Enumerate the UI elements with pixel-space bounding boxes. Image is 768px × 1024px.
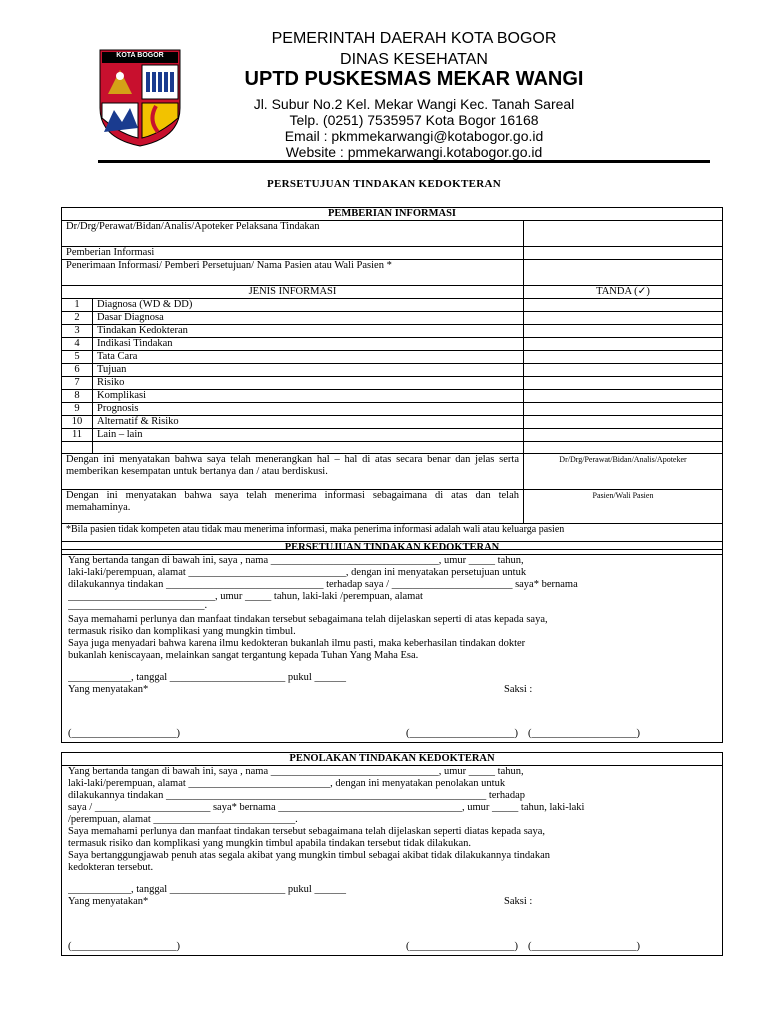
consent-line: laki-laki/perempuan, alamat ______________________________, dengan ini menyatakan persetujuan untuk — [68, 567, 527, 578]
info-heading: PEMBERIAN INFORMASI — [62, 208, 723, 221]
check-cell[interactable] — [524, 299, 723, 312]
refusal-line: dilakukannya tindakan _____________________________________________________________ terhadap — [68, 790, 525, 801]
consent-signature-witness-2[interactable]: (____________________) — [528, 728, 640, 739]
refusal-signature-patient[interactable]: (____________________) — [68, 941, 180, 952]
check-cell[interactable] — [524, 429, 723, 442]
kota-bogor-crest-icon — [98, 48, 182, 148]
refusal-line: /perempuan, alamat ___________________________. — [68, 814, 298, 825]
consent-line: Saya memahami perlunya dan manfaat tindakan tersebut sebagaimana telah dijelaskan seperti di atas kepada saya, — [68, 614, 548, 625]
table-row: 4 Indikasi Tindakan — [62, 338, 723, 351]
consent-line: Yang bertanda tangan di bawah ini, saya , nama ________________________________, umur _____ tahun, — [68, 555, 524, 566]
check-cell[interactable] — [524, 364, 723, 377]
informer-field[interactable] — [524, 247, 723, 260]
phone: Telp. (0251) 7535957 Kota Bogor 16168 — [289, 112, 539, 128]
clinic-name: UPTD PUSKESMAS MEKAR WANGI — [244, 68, 584, 90]
recipient-field[interactable] — [524, 260, 723, 286]
check-cell[interactable] — [524, 351, 723, 364]
column-jenis-informasi: JENIS INFORMASI — [62, 286, 524, 299]
refusal-line: termasuk risiko dan komplikasi yang mungkin timbul apabila tindakan tersebut tidak dilakukan. — [68, 838, 472, 849]
document-title: PERSETUJUAN TINDAKAN KEDOKTERAN — [266, 178, 501, 190]
consent-signature-patient[interactable]: (____________________) — [68, 728, 180, 739]
table-row: 6 Tujuan — [62, 364, 723, 377]
check-cell[interactable] — [524, 416, 723, 429]
table-row: 5 Tata Cara — [62, 351, 723, 364]
table-row: 11 Lain – lain — [62, 429, 723, 442]
refusal-line: Yang bertanda tangan di bawah ini, saya , nama ________________________________, umur _____ tahun, — [68, 766, 524, 777]
consent-heading: PERSETUJUAN TINDAKAN KEDOKTERAN — [62, 542, 722, 555]
consent-date-line[interactable]: ____________, tanggal ______________________ pukul ______ — [68, 672, 346, 683]
table-row: 3 Tindakan Kedokteran — [62, 325, 723, 338]
table-row: 9 Prognosis — [62, 403, 723, 416]
refusal-signer-label: Yang menyatakan* — [68, 896, 149, 907]
table-row: 10 Alternatif & Risiko — [62, 416, 723, 429]
government-name: PEMERINTAH DAERAH KOTA BOGOR — [271, 30, 557, 47]
refusal-signature-witness-2[interactable]: (____________________) — [528, 941, 640, 952]
signature-recipient[interactable]: Pasien/Wali Pasien — [524, 490, 723, 524]
check-cell[interactable] — [524, 390, 723, 403]
refusal-line: kedokteran tersebut. — [68, 862, 154, 873]
table-row-empty — [62, 442, 723, 454]
consent-line: Saya juga menyadari bahwa karena ilmu kedokteran bukanlah ilmu pasti, maka keberhasilan tindakan dokter — [68, 638, 526, 649]
refusal-heading: PENOLAKAN TINDAKAN KEDOKTERAN — [62, 753, 722, 766]
consent-line: termasuk risiko dan komplikasi yang mungkin timbul. — [68, 626, 296, 637]
table-row: 8 Komplikasi — [62, 390, 723, 403]
table-row: 1 Diagnosa (WD & DD) — [62, 299, 723, 312]
email: Email : pkmmekarwangi@kotabogor.go.id — [284, 128, 544, 144]
refusal-line: laki-laki/perempuan, alamat ___________________________, dengan ini menyatakan penolakan untuk — [68, 778, 506, 789]
statement-informer: Dengan ini menyatakan bahwa saya telah menerangkan hal – hal di atas secara benar dan jelas serta memberikan kesempatan untuk bertanya dan / atau berdiskusi. — [62, 454, 524, 490]
refusal-line: Saya memahami perlunya dan manfaat tindakan tersebut sebagaimana telah dijelaskan seperti diatas kepada saya, — [68, 826, 545, 837]
logo-label: KOTA BOGOR — [116, 52, 164, 59]
consent-signer-label: Yang menyatakan* — [68, 684, 149, 695]
table-row: 7 Risiko — [62, 377, 723, 390]
letterhead — [0, 0, 768, 170]
refusal-date-line[interactable]: ____________, tanggal ______________________ pukul ______ — [68, 884, 346, 895]
refusal-witness-label: Saksi : — [504, 896, 533, 907]
check-cell[interactable] — [524, 325, 723, 338]
address: Jl. Subur No.2 Kel. Mekar Wangi Kec. Tanah Sareal — [253, 96, 575, 112]
refusal-section — [61, 752, 723, 956]
refusal-line: Saya bertanggungjawab penuh atas segala akibat yang mungkin timbul sebagai akibat tidak dilakukannya tindakan — [68, 850, 550, 861]
website: Website : pmmekarwangi.kotabogor.go.id — [285, 144, 543, 160]
refusal-signature-witness-1[interactable]: (____________________) — [406, 941, 518, 952]
executor-field[interactable] — [524, 221, 723, 247]
signature-informer[interactable]: Dr/Drg/Perawat/Bidan/Analis/Apoteker — [524, 454, 723, 490]
check-cell[interactable] — [524, 377, 723, 390]
consent-line: bukanlah keniscayaan, melainkan sangat tergantung kepada Tuhan Yang Maha Esa. — [68, 650, 419, 661]
footnote: *Bila pasien tidak kompeten atau tidak mau menerima informasi, maka penerima informasi adalah wali atau keluarga pasien — [62, 524, 723, 550]
consent-witness-label: Saksi : — [504, 684, 533, 695]
table-row: 2 Dasar Diagnosa — [62, 312, 723, 325]
consent-signature-witness-1[interactable]: (____________________) — [406, 728, 518, 739]
header-divider — [98, 160, 710, 163]
consent-line: ____________________________, umur _____ tahun, laki-laki /perempuan, alamat — [68, 591, 423, 602]
recipient-label: Penerimaan Informasi/ Pemberi Persetujuan/ Nama Pasien atau Wali Pasien * — [62, 260, 524, 286]
consent-section — [61, 541, 723, 743]
check-cell[interactable] — [524, 338, 723, 351]
info-items — [62, 299, 723, 454]
refusal-line: saya / ______________________ saya* bernama ___________________________________, umur _____ tahun, laki-laki — [68, 802, 585, 813]
informer-label: Pemberian Informasi — [62, 247, 524, 260]
statement-recipient: Dengan ini menyatakan bahwa saya telah menerima informasi sebagaimana di atas dan telah memahaminya. — [62, 490, 524, 524]
consent-line: dilakukannya tindakan ______________________________ terhadap saya / _______________________ saya* bernama — [68, 579, 578, 590]
column-tanda: TANDA (✓) — [524, 286, 723, 299]
executor-label: Dr/Drg/Perawat/Bidan/Analis/Apoteker Pelaksana Tindakan — [62, 221, 524, 247]
check-cell[interactable] — [524, 312, 723, 325]
consent-line: __________________________. — [68, 600, 208, 611]
information-table — [61, 207, 723, 550]
check-cell[interactable] — [524, 403, 723, 416]
department-name: DINAS KESEHATAN — [340, 51, 488, 68]
